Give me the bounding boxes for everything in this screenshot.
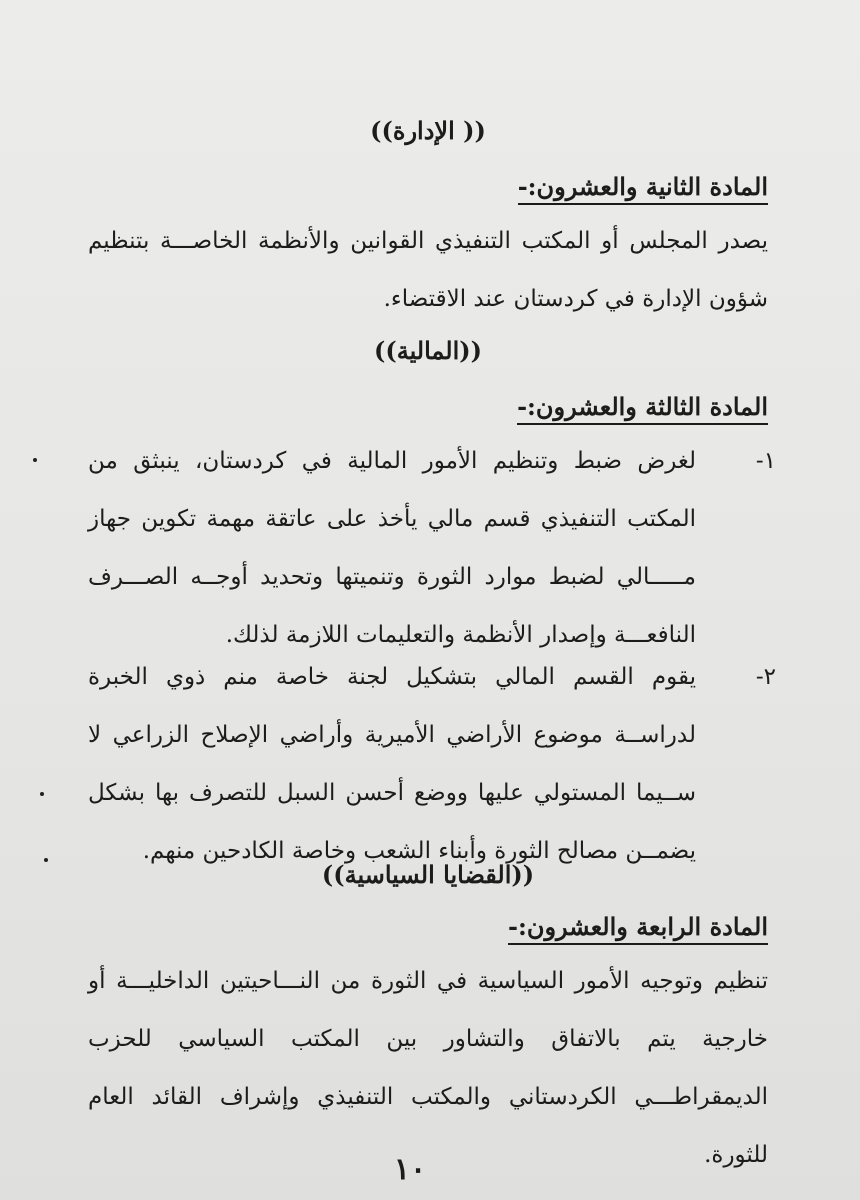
section-title-political-issues: ((القضايا السياسية)) — [321, 860, 535, 889]
section-title-finance: ((المالية)) — [373, 336, 482, 365]
article-24-text: تنظيم وتوجيه الأمور السياسية في الثورة من النـــاحيتين الداخليـــة أو خارجية يتم بالاتفاق والتشاور بين المكتب السياسي للحزب الديمقراطـــي الكردستاني والمكتب التنفيذي وإشراف القائد العام للثورة. — [88, 968, 768, 1168]
article-22-heading: المادة الثانية والعشرون:- — [518, 172, 768, 205]
article-22 — [88, 172, 768, 205]
section-title-administration: (( الإدارة)) — [370, 116, 486, 145]
item-text: يقوم القسم المالي بتشكيل لجنة خاصة منم ذوي الخبرة لدراســة موضوع الأراضي الأميرية وأراضي الإصلاح الزراعي لا ســيما المستولي عليها ووضع أحسن السبل للتصرف بها بشكل يضمــن مصالح الثورة وأبناء الشعب وخاصة الكادحين منهم. — [88, 664, 696, 864]
item-number: ٢- — [755, 664, 776, 690]
article-23-heading: المادة الثالثة والعشرون:- — [517, 392, 768, 425]
article-23 — [88, 392, 768, 425]
article-23-item-2 — [88, 648, 776, 880]
item-text: لغرض ضبط وتنظيم الأمور المالية في كردستان، ينبثق من المكتب التنفيذي قسم مالي يأخذ على عاتقة مهمة تكوين جهاز مـــــالي لضبط موارد الثورة وتنميتها وتحديد أوجــه الصـــرف النافعـــة وإصدار الأنظمة والتعليمات اللازمة لذلك. — [88, 448, 696, 648]
article-23-item-1 — [88, 432, 776, 664]
page-number: ١٠ — [393, 1152, 427, 1187]
article-24 — [88, 912, 768, 945]
article-24-heading: المادة الرابعة والعشرون:- — [508, 912, 768, 945]
item-number: ١- — [755, 448, 776, 474]
article-22-text: يصدر المجلس أو المكتب التنفيذي القوانين والأنظمة الخاصـــة بتنظيم شؤون الإدارة في كردستان عند الاقتضاء. — [88, 228, 768, 312]
scan-speck — [44, 858, 48, 862]
scan-speck — [40, 792, 44, 796]
scan-speck — [33, 458, 37, 462]
